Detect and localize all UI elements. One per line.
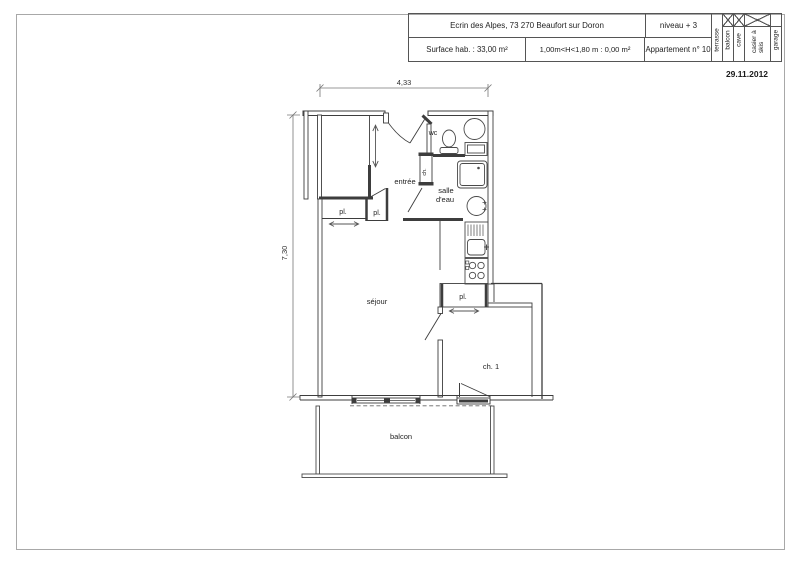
lavabo-icon (467, 197, 486, 216)
apartment-number-label: Appartement n° 10 (644, 38, 711, 61)
shower-icon (458, 161, 488, 188)
height-clause-label: 1,00m<H<1,80 m : 0,00 m² (525, 38, 644, 61)
slope-arrow (373, 125, 378, 167)
sliding-door-arrow-left (329, 222, 358, 227)
amenity-label-casier: casier à skis (750, 30, 765, 53)
amenity-box-2 (734, 14, 744, 27)
label-entree: entrée (394, 177, 416, 186)
label-balcon: balcon (389, 432, 413, 441)
label-deau: d'eau (435, 195, 455, 204)
amenities-block (711, 13, 782, 62)
drawing-date: 29.11.2012 (725, 69, 769, 79)
amenity-column-cave (733, 14, 744, 61)
label-sejour: séjour (366, 297, 388, 306)
windows (350, 383, 492, 406)
amenity-column-casier (744, 14, 770, 61)
label-wc: wc (428, 130, 438, 137)
amenity-box-1 (723, 14, 733, 27)
amenity-column-balcon (722, 14, 733, 61)
level-label: niveau + 3 (645, 14, 711, 37)
label-chauffe-eau: ch. (422, 168, 428, 176)
label-chambre: ch. 1 (482, 362, 500, 371)
amenity-box-3 (745, 14, 770, 27)
amenity-label-balcon: balcon (724, 30, 732, 50)
amenity-box-4 (771, 14, 781, 27)
project-address: Ecrin des Alpes, 73 270 Beaufort sur Doron (450, 21, 604, 30)
amenity-label-garage: garage (772, 29, 780, 50)
amenity-column-garage (770, 14, 781, 61)
dim-width-label: 4,33 (396, 78, 412, 87)
label-placard-kitchen: pl. (459, 294, 467, 301)
label-salle: salle (438, 186, 454, 195)
title-block (408, 13, 712, 62)
toilet-icon (443, 130, 456, 147)
amenity-column-terrasse (712, 14, 722, 61)
amenity-label-cave: cave (735, 32, 743, 47)
surface-label: Surface hab. : 33,00 m² (426, 45, 508, 54)
balcony-rails (302, 406, 507, 478)
walls (300, 111, 553, 404)
washbasin-icon (464, 119, 485, 140)
dim-height-label: 7,30 (280, 245, 289, 261)
amenity-label-terrasse: terrasse (713, 28, 721, 52)
sliding-door-arrow-kitchen (449, 309, 478, 314)
toilet-cistern-icon (440, 148, 458, 154)
label-placard-left: pl. (339, 209, 347, 216)
counter-icon (465, 143, 487, 156)
label-placard-right: pl. (373, 210, 381, 217)
